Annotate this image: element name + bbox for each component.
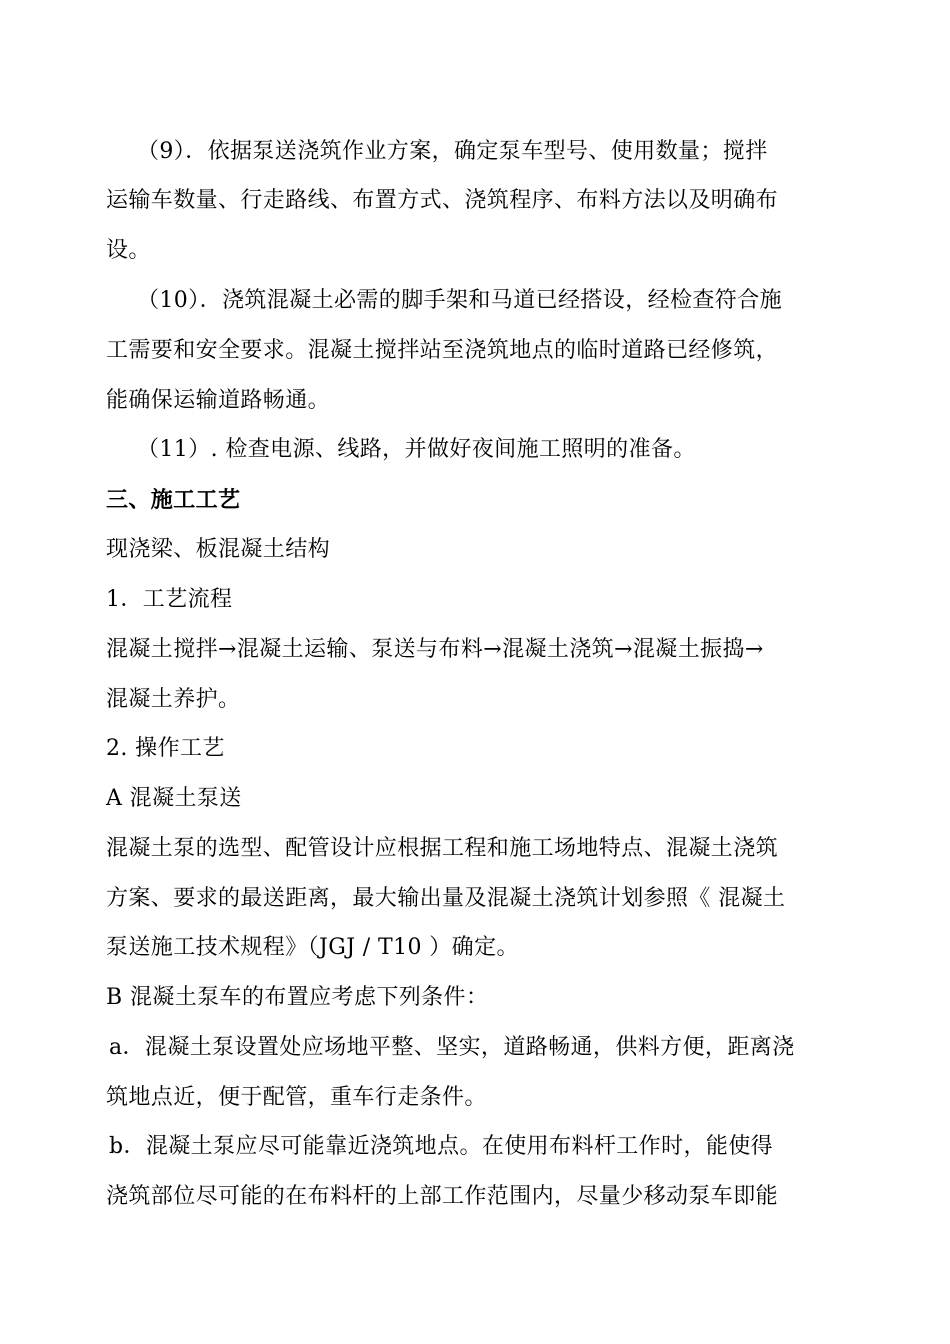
paragraph-line: 浇筑部位尽可能的在布料杆的上部工作范围内，尽量少移动泵车即能 [106, 1184, 779, 1209]
paragraph-line: 混凝土养护。 [106, 687, 241, 712]
subheading: 1．工艺流程 [106, 587, 233, 612]
section-heading: 三、施工工艺 [106, 487, 241, 513]
paragraph-line: （9）．依据泵送浇筑作业方案，确定泵车型号、使用数量；搅拌 [137, 139, 768, 164]
paragraph-line: 设。 [106, 238, 151, 263]
subheading: A 混凝土泵送 [106, 786, 242, 811]
paragraph-line: 筑地点近，便于配管，重车行走条件。 [106, 1085, 487, 1110]
paragraph-line: （10）．浇筑混凝土必需的脚手架和马道已经搭设，经检查符合施 [137, 288, 782, 313]
paragraph-line: 方案、要求的最送距离，最大输出量及混凝土浇筑计划参照《 混凝土 [106, 886, 786, 911]
paragraph-line: 能确保运输道路畅通。 [106, 388, 331, 413]
list-item: a．混凝土泵设置处应场地平整、坚实，道路畅通，供料方便，距离浇 [109, 1035, 795, 1060]
paragraph-line: 运输车数量、行走路线、布置方式、浇筑程序、布料方法以及明确布 [106, 188, 779, 213]
paragraph-line: 混凝土泵的选型、配管设计应根据工程和施工场地特点、混凝土浇筑 [106, 836, 779, 861]
paragraph-line: （11）. 检查电源、线路，并做好夜间施工照明的准备。 [137, 437, 696, 462]
subheading: 2. 操作工艺 [106, 736, 225, 761]
paragraph-line: 泵送施工技术规程》（JGJ / T10 ）确定。 [106, 935, 519, 960]
paragraph-line: 现浇梁、板混凝土结构 [106, 537, 331, 562]
paragraph-line: 工需要和安全要求。混凝土搅拌站至浇筑地点的临时道路已经修筑， [106, 338, 779, 363]
list-item: b．混凝土泵应尽可能靠近浇筑地点。在使用布料杆工作时，能使得 [109, 1134, 774, 1159]
paragraph-line: 混凝土搅拌→混凝土运输、泵送与布料→混凝土浇筑→混凝土振捣→ [106, 637, 764, 662]
subheading: B 混凝土泵车的布置应考虑下列条件： [106, 985, 489, 1010]
